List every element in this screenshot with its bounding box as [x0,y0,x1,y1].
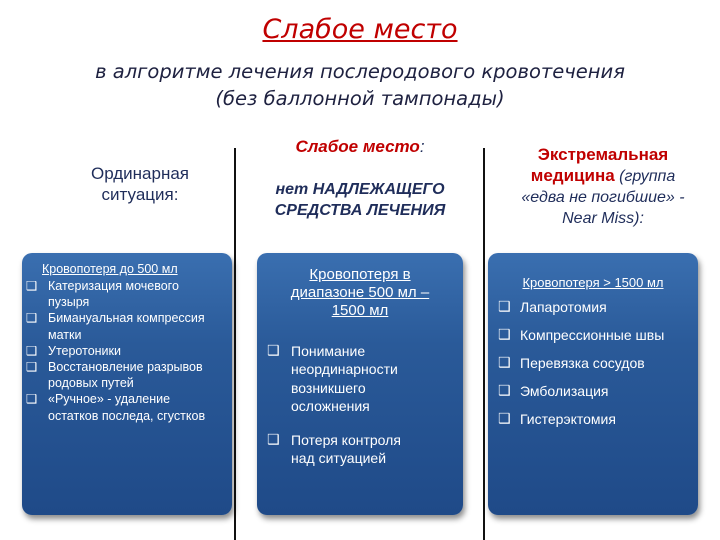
panel-extreme-title: Кровопотеря > 1500 мл [522,275,664,290]
checkbox-bullet-icon: ❑ [26,342,38,358]
col2-header-title: Слабое место [295,137,420,156]
col1-header [50,163,230,205]
checkbox-bullet-icon: ❑ [498,327,511,343]
col3-header-line-4: Near Miss): [562,210,644,227]
panel-extreme-item-line: Гистерэктомия [520,411,616,427]
panel-weak-point-item-line: неординарности [291,361,398,378]
checkbox-bullet-icon: ❑ [26,310,38,326]
panel-ordinary-item-line: «Ручное» - удаление [48,392,171,407]
checkbox-bullet-icon: ❑ [267,343,280,359]
panel-ordinary-item [26,310,232,342]
panel-ordinary-item [26,359,232,391]
col3-header-line-2a: медицина [530,166,615,185]
panel-extreme-item-line: Лапаротомия [520,299,607,315]
checkbox-bullet-icon: ❑ [498,355,511,371]
panel-extreme-item-line: Компрессионные швы [520,327,665,343]
subtitle-line-1: в алгоритме лечения послеродового кровотечения [95,60,625,83]
col2-header-colon: : [419,137,425,156]
panel-ordinary-item-line: пузыря [48,295,90,310]
panel-extreme-item [498,298,698,316]
panel-weak-point-item-line: осложнения [291,397,370,414]
col2-header-line-2: нет НАДЛЕЖАЩЕГО [275,181,445,198]
panel-ordinary-list [22,278,232,424]
col3-header [488,144,718,229]
checkbox-bullet-icon: ❑ [498,411,511,427]
panel-extreme-item [498,354,698,372]
panel-weak-point-item [267,342,463,415]
col2-header [240,136,480,221]
panel-weak-point-item-line: возникшего [291,379,366,396]
panel-weak-point-item-line: Понимание [291,343,366,359]
checkbox-bullet-icon: ❑ [498,383,511,399]
col3-header-line-3: «едва не погибшие» - [521,189,685,206]
panel-ordinary-item-line: Бимануальная компрессия [48,311,205,326]
col3-header-line-2b: (группа [614,168,676,185]
col2-header-title-row [240,136,480,157]
col1-header-line-2: ситуация: [101,185,179,204]
panel-ordinary-item [26,391,232,423]
panel-extreme [488,253,698,515]
panel-ordinary-item [26,278,232,310]
slide-subtitle [40,58,680,112]
panel-extreme-item-line: Эмболизация [520,383,609,399]
panel-ordinary-item-line: Восстановление разрывов [48,360,203,375]
divider-right [483,148,485,540]
panel-extreme-item [498,326,698,344]
panel-weak-point-item-line: над ситуацией [291,450,387,467]
panel-weak-point-title-line-1: Кровопотеря в [309,266,411,283]
panel-weak-point-title-line-3: 1500 мл [331,302,389,319]
panel-ordinary-item-line: Утеротоники [48,343,121,358]
checkbox-bullet-icon: ❑ [498,299,511,315]
panel-ordinary-item-line: родовых путей [48,376,134,391]
col3-header-line-1: Экстремальная [537,145,669,164]
panel-extreme-item [498,410,698,428]
panel-extreme-list [488,298,698,428]
slide-title: Слабое место [262,14,458,45]
panel-ordinary [22,253,232,515]
panel-weak-point-item-line: Потеря контроля [291,432,401,449]
panel-weak-point-title [257,266,463,320]
col3-header-line-2 [488,165,718,187]
col1-header-line-1: Ординарная [90,164,190,183]
panel-ordinary-item-line: матки [48,327,82,342]
divider-left [234,148,236,540]
col2-header-line-3: СРЕДСТВА ЛЕЧЕНИЯ [274,202,446,219]
panel-ordinary-item-line: Катеризация мочевого [48,279,179,293]
panel-ordinary-title: Кровопотеря до 500 мл [42,262,178,276]
panel-weak-point-list [257,342,463,468]
panel-ordinary-item-line: остатков последа, сгустков [48,408,206,423]
checkbox-bullet-icon: ❑ [26,278,38,293]
panel-weak-point-item [267,431,463,468]
subtitle-line-2: (без баллонной тампонады) [215,87,505,110]
panel-extreme-item-line: Перевязка сосудов [520,355,645,371]
checkbox-bullet-icon: ❑ [267,432,280,449]
checkbox-bullet-icon: ❑ [26,391,38,407]
panel-ordinary-item [26,343,232,359]
checkbox-bullet-icon: ❑ [26,359,38,375]
panel-extreme-item [498,382,698,400]
panel-weak-point-title-line-2: диапазоне 500 мл – [290,284,430,301]
panel-weak-point [257,253,463,515]
